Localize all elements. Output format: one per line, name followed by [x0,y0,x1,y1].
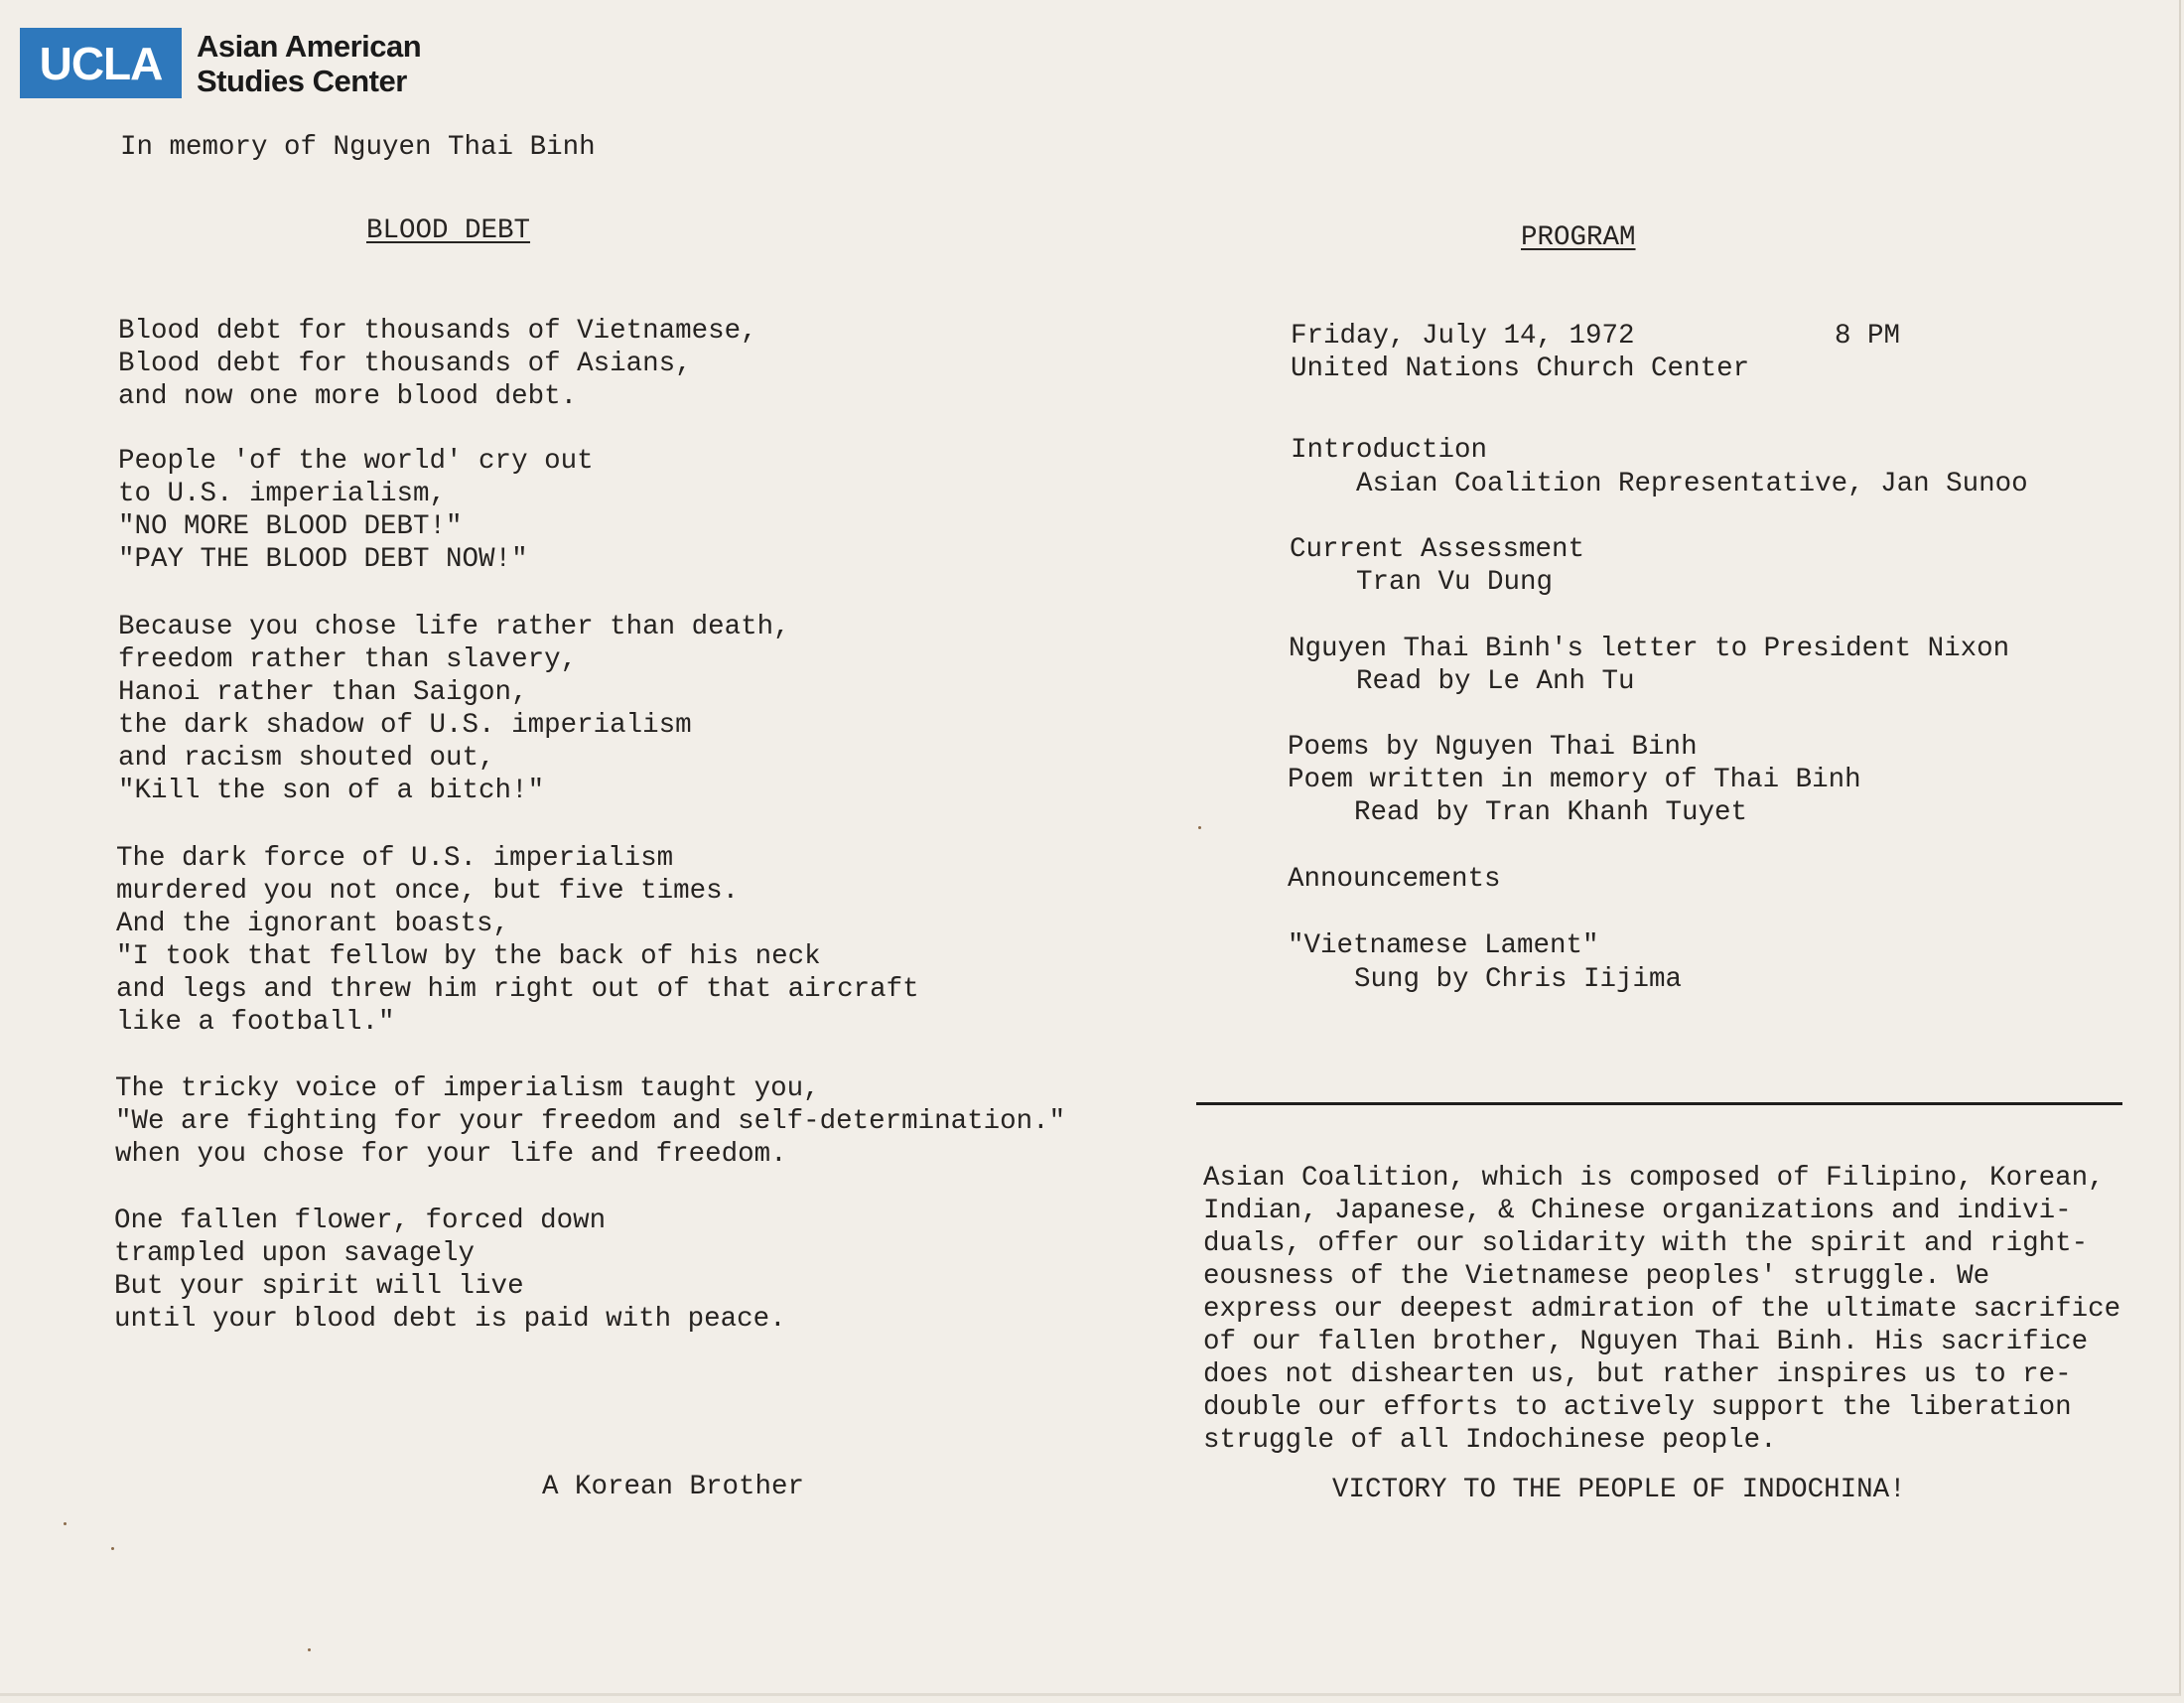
program-item: Poems by Nguyen Thai Binh [1288,732,1698,763]
poem-line: But your spirit will live [114,1271,524,1302]
statement-line: of our fallen brother, Nguyen Thai Binh. His sacrifice [1203,1327,2089,1357]
poem-line: freedom rather than slavery, [118,644,578,675]
dedication: In memory of Nguyen Thai Binh [120,132,596,163]
statement-line: double our efforts to actively support the liberation [1203,1392,2072,1423]
program-item: Announcements [1288,864,1501,895]
program-item-detail: Sung by Chris Iijima [1354,964,1683,995]
poem-line: and now one more blood debt. [118,381,578,412]
program-item: Poem written in memory of Thai Binh [1288,765,1861,795]
poem-line: The dark force of U.S. imperialism [116,843,674,874]
poem-line: and racism shouted out, [118,743,495,774]
logo-badge: UCLA [20,28,182,98]
poem-line: to U.S. imperialism, [118,479,447,509]
program-item-detail: Asian Coalition Representative, Jan Sunoo [1356,469,2028,499]
program-item-detail: Tran Vu Dung [1356,567,1554,598]
poem-line: when you chose for your life and freedom. [115,1139,787,1170]
program-date: Friday, July 14, 1972 [1291,321,1635,352]
poem-author: A Korean Brother [542,1472,805,1502]
program-item: Nguyen Thai Binh's letter to President Nixon [1289,634,2010,664]
poem-line: Because you chose life rather than death, [118,612,790,642]
statement-line: Asian Coalition, which is composed of Filipino, Korean, [1203,1163,2105,1194]
poem-line: "We are fighting for your freedom and self-determination." [115,1106,1066,1137]
ucla-aasc-logo [20,28,421,98]
statement-line: express our deepest admiration of the ultimate sacrifice [1203,1294,2121,1325]
statement-line: eousness of the Vietnamese peoples' struggle. We [1203,1261,1990,1292]
poem-line: One fallen flower, forced down [114,1206,607,1236]
paper-speck [308,1648,311,1651]
poem-line: the dark shadow of U.S. imperialism [118,710,692,741]
program-item: Current Assessment [1290,534,1585,565]
program-item: Introduction [1291,435,1488,466]
program-title: PROGRAM [1521,222,1636,253]
statement-line: does not dishearten us, but rather inspires us to re- [1203,1359,2072,1390]
logo-line-1: Asian American [197,28,422,64]
program-item: "Vietnamese Lament" [1288,930,1599,961]
statement-line: duals, offer our solidarity with the spirit and right- [1203,1228,2089,1259]
program-item-detail: Read by Tran Khanh Tuyet [1354,797,1748,828]
poem-line: "PAY THE BLOOD DEBT NOW!" [118,544,528,575]
program-item-detail: Read by Le Anh Tu [1356,666,1635,697]
poem-line: "I took that fellow by the back of his neck [116,941,821,972]
poem-line: Hanoi rather than Saigon, [118,677,528,708]
poem-line: And the ignorant boasts, [116,909,510,939]
section-divider [1196,1102,2122,1105]
program-venue: United Nations Church Center [1291,354,1750,384]
statement-line: struggle of all Indochinese people. [1203,1425,1777,1456]
poem-line: trampled upon savagely [114,1238,476,1269]
poem-line: Blood debt for thousands of Vietnamese, [118,316,757,347]
poem-line: "NO MORE BLOOD DEBT!" [118,511,463,542]
program-time: 8 PM [1835,321,1901,352]
logo-wordmark [197,29,421,98]
poem-line: and legs and threw him right out of that aircraft [116,974,919,1005]
poem-line: until your blood debt is paid with peace. [114,1304,786,1335]
statement-line: Indian, Japanese, & Chinese organizations and indivi- [1203,1196,2072,1226]
poem-line: like a football." [116,1007,395,1038]
poem-line: murdered you not once, but five times. [116,876,740,907]
paper-speck [111,1547,114,1550]
poem-line: People 'of the world' cry out [118,446,594,477]
closing-slogan: VICTORY TO THE PEOPLE OF INDOCHINA! [1332,1475,1906,1505]
poem-line: "Kill the son of a bitch!" [118,776,545,806]
poem-title: BLOOD DEBT [366,215,531,246]
poem-line: The tricky voice of imperialism taught you, [115,1073,820,1104]
paper-speck [64,1522,67,1525]
logo-line-2: Studies Center [197,63,407,98]
poem-line: Blood debt for thousands of Asians, [118,349,692,379]
paper-speck [1198,826,1201,829]
